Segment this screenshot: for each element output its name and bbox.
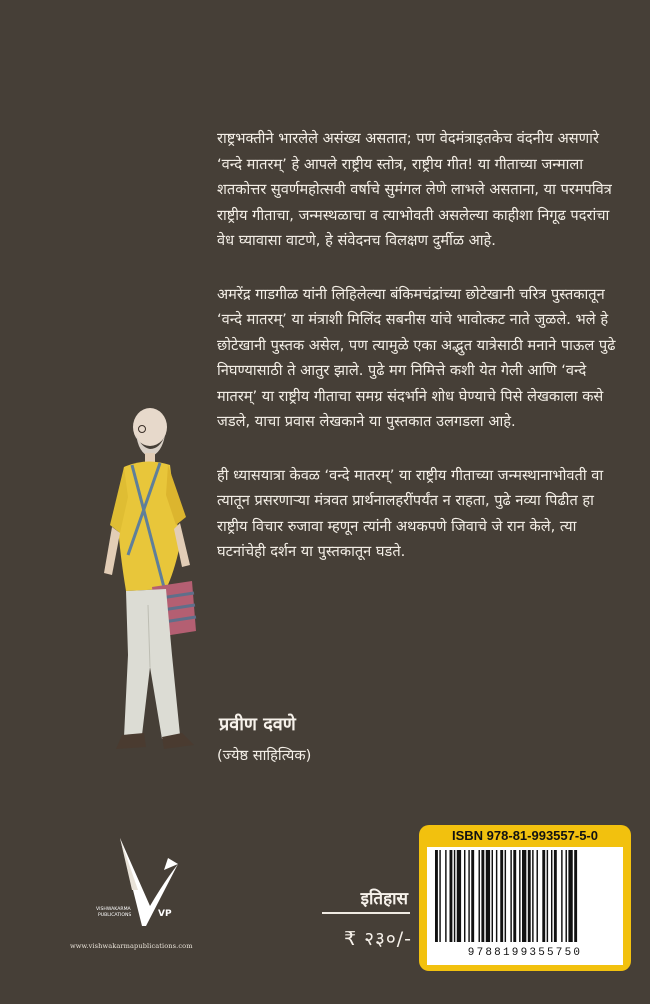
walking-man-illustration: [62, 405, 212, 775]
barcode-bar: [554, 850, 557, 942]
barcode-bar: [561, 850, 562, 942]
publisher-website: www.vishwakarmapublications.com: [70, 942, 193, 950]
barcode-bar: [537, 850, 538, 942]
barcode-bar: [468, 850, 469, 942]
blurb-text: [217, 126, 627, 593]
author-role: (ज्येष्ठ साहित्यिक): [217, 747, 312, 764]
barcode-bar: [435, 850, 438, 942]
barcode-bar: [574, 850, 577, 942]
barcode-bar: [510, 850, 511, 942]
barcode-bar: [568, 850, 572, 942]
barcode-bar: [481, 850, 484, 942]
barcode-bar: [551, 850, 552, 942]
barcode-bar: [542, 850, 545, 942]
barcode-bar: [445, 850, 446, 942]
barcode-bar: [479, 850, 480, 942]
svg-text:PUBLICATIONS: PUBLICATIONS: [98, 913, 132, 918]
price-label: ₹ २३०/-: [343, 928, 412, 950]
isbn-box: [419, 825, 631, 971]
barcode: [427, 847, 623, 965]
barcode-bar: [513, 850, 516, 942]
barcode-bar: [457, 850, 461, 942]
isbn-label: ISBN 978-81-993557-5-0: [452, 828, 598, 843]
barcode-bar: [486, 850, 490, 942]
barcode-bar: [532, 850, 533, 942]
v-logo-icon: [92, 830, 192, 940]
barcode-bar: [454, 850, 455, 942]
barcode-bar: [464, 850, 465, 942]
barcode-bar: [566, 850, 567, 942]
genre-divider: [322, 912, 410, 914]
barcode-bar: [439, 850, 440, 942]
barcode-bar: [528, 850, 531, 942]
genre-label: इतिहास: [360, 889, 408, 909]
publisher-name-text: VISHWAKARMA: [96, 907, 131, 912]
barcode-bar: [450, 850, 453, 942]
barcode-digits: 9788199355750: [467, 947, 583, 959]
barcode-bar: [471, 850, 474, 942]
barcode-bar: [519, 850, 520, 942]
barcode-bar: [547, 850, 548, 942]
barcode-bar: [496, 850, 497, 942]
barcode-bar: [505, 850, 506, 942]
barcode-bar: [492, 850, 493, 942]
blurb-paragraph-1: राष्ट्रभक्तीने भारलेले असंख्य असतात; पण वेदमंत्राइतकेच वंदनीय असणारे ‘वन्दे मातरम्’ हे आपले राष्ट्रीय स्तोत्र, राष्ट्रीय गीत! या गीताच्या जन्माला शतकोत्तर सुवर्णमहोत्सवी वर्षाचे सुमंगल लेणे लाभले असताना, या परमपवित्र राष्ट्रीय गीताचा, जन्मस्थळाचा व त्याभोवती असलेल्या काहीशा निगूढ पदरांचा वेध घ्यावासा वाटणे, हे संवेदनच विलक्षण दुर्मीळ आहे.: [217, 130, 612, 249]
barcode-bars: [433, 850, 617, 946]
publisher-initials: VP: [158, 909, 172, 919]
author-name: प्रवीण दवणे: [219, 714, 296, 735]
blurb-paragraph-2: अमरेंद्र गाडगीळ यांनी लिहिलेल्या बंकिमचंद्रांच्या छोटेखानी चरित्र पुस्तकातून ‘वन्दे मातरम्’ या मंत्राशी मिलिंद सबनीस यांचे भावोत्कट नाते जुळले. भले हे छोटेखानी पुस्तक असेल, पण त्यामुळे एका अद्भुत यात्रेसाठी मनाने पाऊल पुढे निघण्यासाठी ते आतुर झाले. पुढे मग निमित्ते कशी येत गेली आणि ‘वन्दे मातरम्’ या राष्ट्रीय गीताचा समग्र संदर्भाने शोध घेण्याचे पिसे लेखकाला कसे जडले, याचा प्रवास लेखकाने या पुस्तकात उलगडला आहे.: [217, 285, 616, 430]
barcode-bar: [522, 850, 526, 942]
barcode-bar: [500, 850, 503, 942]
blurb-paragraph-3: ही ध्यासयात्रा केवळ ‘वन्दे मातरम्’ या राष्ट्रीय गीताच्या जन्मस्थानाभोवती वा त्यातून प्रसरणाऱ्या मंत्रवत प्रार्थनालहरींपर्यंत न राहता, पुढे नव्या पिढीत हा राष्ट्रीय विचार रुजावा म्हणून त्यांनी अथकपणे जिवाचे जे रान केले, त्या घटनांचेही दर्शन या पुस्तकातून घडते.: [217, 466, 604, 560]
